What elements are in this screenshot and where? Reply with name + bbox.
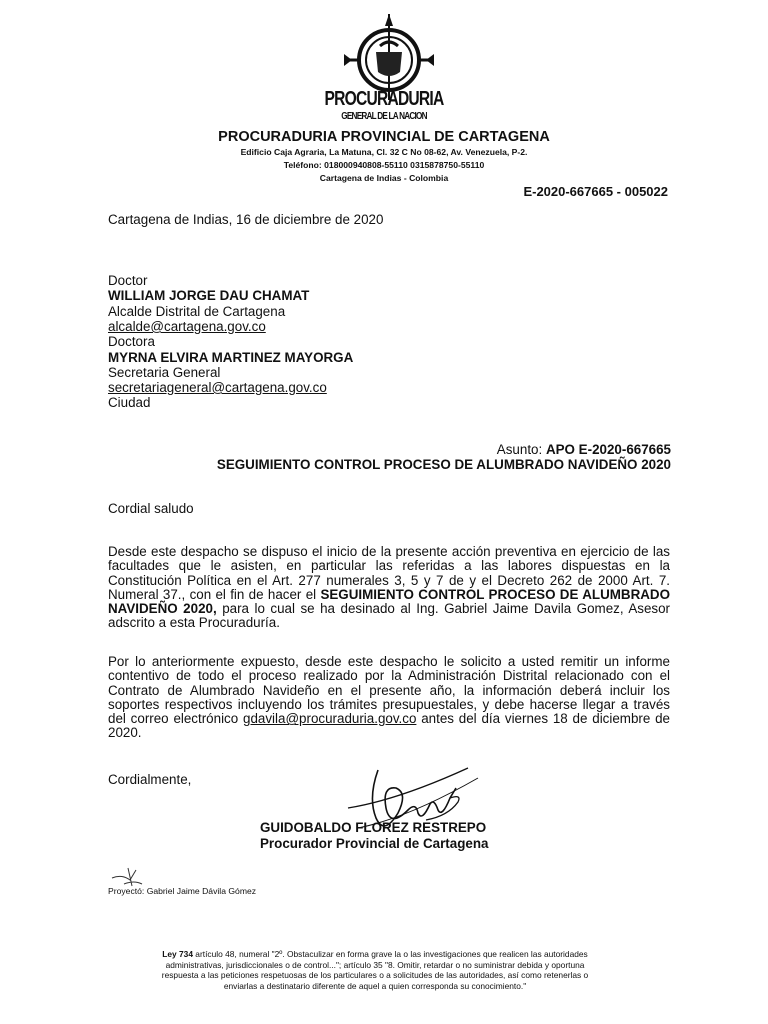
greeting: Cordial saludo <box>108 501 194 516</box>
closing: Cordialmente, <box>108 772 192 787</box>
office-heading: PROCURADURIA PROVINCIAL DE CARTAGENA <box>218 129 550 145</box>
body-paragraph-2 <box>108 655 670 741</box>
recipient1-title: Doctor <box>108 273 148 288</box>
subject-code: APO E-2020-667665 <box>545 442 671 457</box>
office-address: Edificio Caja Agraria, La Matuna, Cl. 32 C No 08-62, Av. Venezuela, P-2. <box>240 147 528 157</box>
paragraph2-text-a: Por lo anteriormente expuesto, desde este despacho le solicito a usted remitir un informe contentivo de todo el proceso realizado por la Administración Distrital relacionado con el Contrato de Alumbrado Navideño en el presente año, la información deberá incluir los soportes respectivos incluyendo los trámites presupuestales, y debe hacerse llegar a través del correo electrónico <box>108 654 670 727</box>
contact-email-link[interactable]: gdavila@procuraduria.gov.co <box>243 711 417 727</box>
legal-footer <box>160 949 590 991</box>
subject-title: SEGUIMIENTO CONTROL PROCESO DE ALUMBRADO NAVIDEÑO 2020 <box>216 457 671 472</box>
subject-line <box>497 442 671 457</box>
recipient1-name: WILLIAM JORGE DAU CHAMAT <box>108 288 310 303</box>
paragraph1-text-b: para lo cual se ha desinado al Ing. Gabriel Jaime Davila Gomez, Asesor adscrito a esta Procuraduría. <box>108 601 670 631</box>
signer-title: Procurador Provincial de Cartagena <box>260 836 489 851</box>
recipient-city: Ciudad <box>108 395 151 410</box>
signer-name: GUIDOBALDO FLOREZ RESTREPO <box>260 820 487 835</box>
paragraph1-text-a: Desde este despacho se dispuso el inicio de la presente acción preventiva en ejercicio de las facultades que le asisten, en particular las referidas a las labores dispuestas en la Constitución Política en el Art. 277 numerales 3, 5 y 7 de y el Decreto 262 de 2000 Art. 7. Numeral 37., con el fin de hacer el <box>108 544 670 602</box>
office-city: Cartagena de Indias - Colombia <box>319 173 449 183</box>
initials-mark <box>110 866 144 888</box>
letter-date: Cartagena de Indias, 16 de diciembre de 2020 <box>108 212 384 227</box>
footer-law: Ley 734 <box>162 949 193 959</box>
subject-label: Asunto: <box>496 442 546 457</box>
logo-text-general: GENERAL DE LA NACION <box>341 110 427 122</box>
projected-by: Proyectó: Gabriel Jaime Dávila Gómez <box>108 886 257 896</box>
footer-text: artículo 48, numeral "2º. Obstaculizar en forma grave la o las investigaciones que realicen las autoridades administrativas, jurisdiccionales o de control..."; artículo 35 "8. Omitir, retardar o no suministrar debida y oportuna respuesta a las peticiones respetuosas de los particulares o a solicitudes de las autoridades, así como retenerlas o enviarlas a destinatario diferente de aquel a quien corresponda su conocimiento." <box>161 949 589 991</box>
body-paragraph-1 <box>108 545 670 631</box>
recipient1-email-link[interactable]: alcalde@cartagena.gov.co <box>108 319 266 334</box>
recipient2-role: Secretaria General <box>108 365 221 380</box>
recipient2-email-link[interactable]: secretariageneral@cartagena.gov.co <box>108 380 327 395</box>
office-phone: Teléfono: 018000940808-55110 0315878750-55110 <box>283 160 485 170</box>
paragraph1-bold: SEGUIMIENTO CONTROL PROCESO DE ALUMBRADO NAVIDEÑO 2020, <box>108 586 670 617</box>
paragraph2-text-b: antes del día viernes 18 de diciembre de 2020. <box>108 711 671 741</box>
recipient2-name: MYRNA ELVIRA MARTINEZ MAYORGA <box>108 350 354 365</box>
reference-number: E-2020-667665 - 005022 <box>523 184 668 199</box>
recipient1-role: Alcalde Distrital de Cartagena <box>108 304 286 319</box>
logo-text-procuraduria: PROCURADURIA <box>324 88 444 110</box>
recipient2-title: Doctora <box>108 334 155 349</box>
